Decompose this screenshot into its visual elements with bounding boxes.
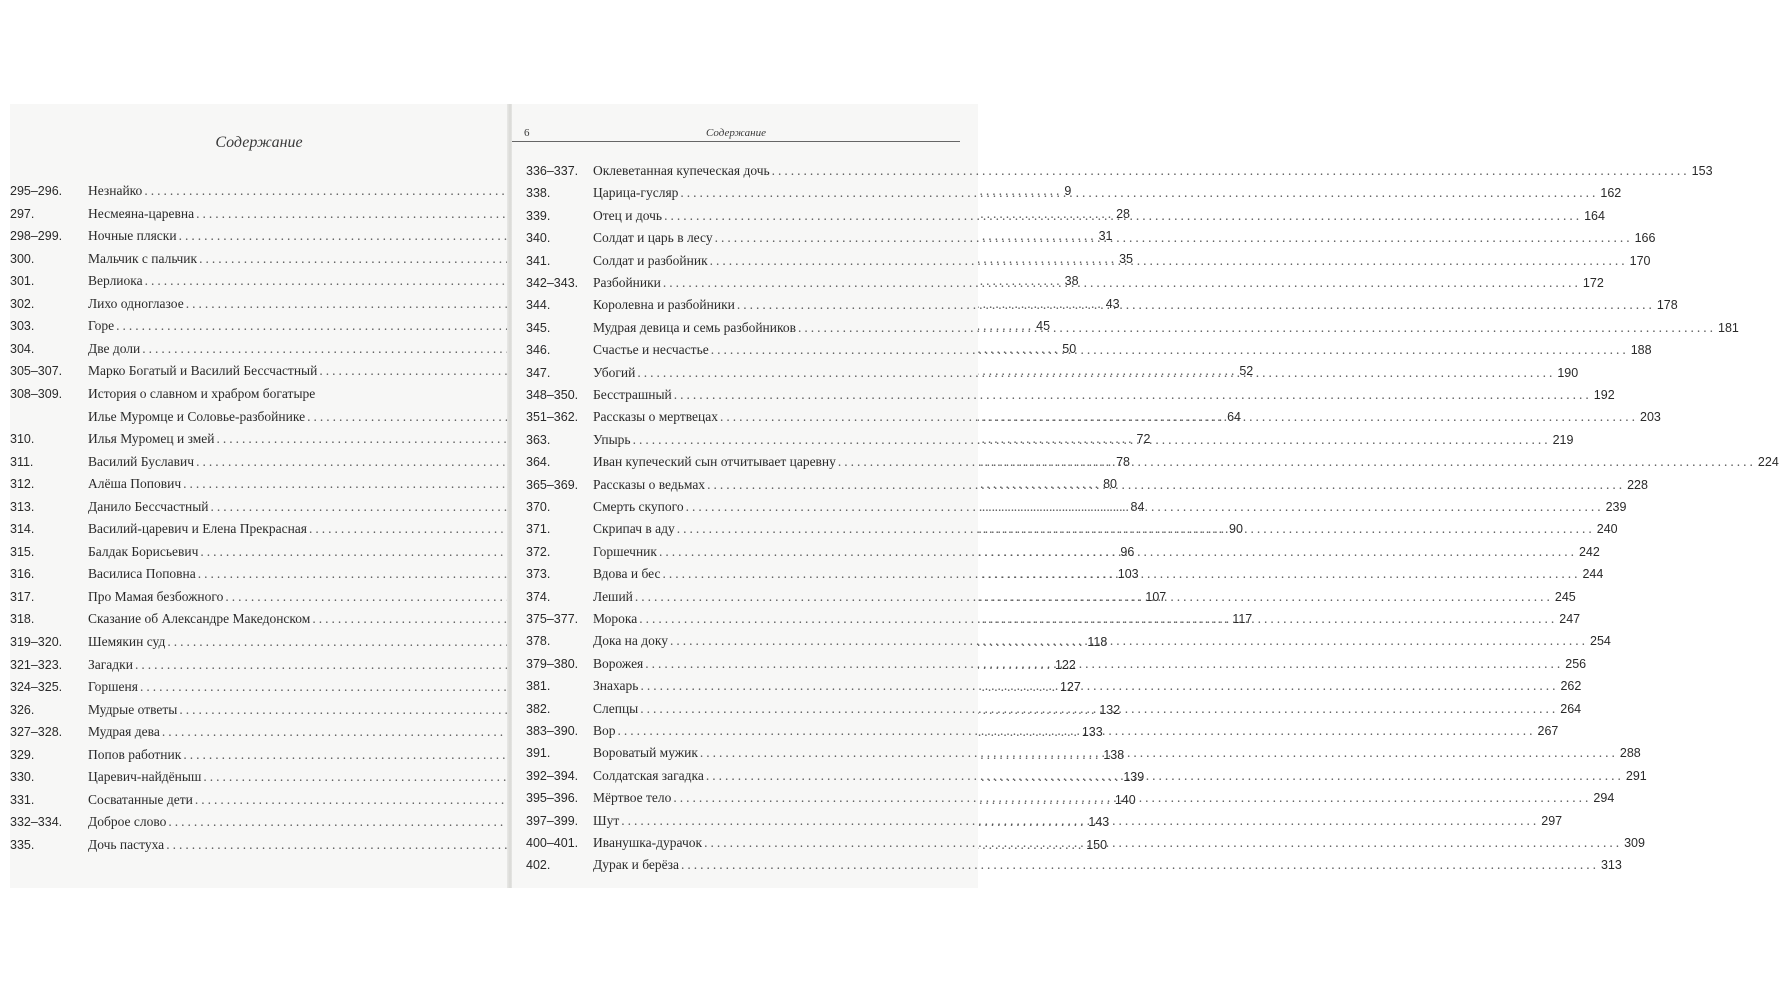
- toc-entry-number: 344.: [526, 298, 551, 313]
- toc-entry-page: 84: [1130, 499, 1145, 514]
- toc-entry-number: 365–369.: [526, 477, 579, 492]
- toc-entry-number: 303.: [10, 319, 35, 334]
- toc-entry-title: Горшеня: [88, 679, 138, 695]
- toc-entry-page: 247: [1559, 612, 1581, 626]
- dot-leader: [686, 497, 1604, 517]
- toc-entry-page: 90: [1229, 522, 1243, 537]
- toc-entry-title: Марко Богатый и Василий Бессчастный: [88, 363, 318, 379]
- toc-entry-page: 150: [1086, 837, 1108, 852]
- toc-entry-title: Балдак Борисьевич: [88, 543, 199, 559]
- toc-entry-page: 133: [1081, 725, 1103, 740]
- toc-entry-title: Сосватанные дети: [88, 791, 193, 807]
- toc-entry-title: Загадки: [88, 656, 133, 672]
- toc-entry-title: Солдатская загадка: [593, 767, 704, 783]
- toc-entry-number: 311.: [10, 454, 34, 469]
- toc-entry-page: 228: [1627, 477, 1648, 492]
- dot-leader: [737, 295, 1655, 315]
- page-title: Содержание: [215, 134, 303, 151]
- dot-leader: [637, 363, 1555, 383]
- toc-entry-title: Данило Бессчастный: [88, 498, 209, 514]
- toc-entry-page: 45: [1036, 319, 1051, 334]
- toc-entry-page: 162: [1600, 186, 1622, 201]
- toc-entry: [526, 855, 1622, 875]
- dot-leader: [664, 206, 1582, 226]
- toc-entry-title: Ночные пляски: [88, 228, 177, 244]
- toc-entry-page: 267: [1537, 724, 1559, 738]
- toc-entry-page: 50: [1062, 341, 1077, 356]
- toc-entry-title: Оклеветанная купеческая дочь: [593, 163, 770, 178]
- toc-entry-number: 400–401.: [526, 836, 579, 850]
- toc-entry-number: 332–334.: [10, 815, 63, 830]
- toc-entry-number: 341.: [526, 253, 551, 268]
- running-header: [512, 127, 960, 142]
- toc-entry: [526, 318, 1739, 338]
- toc-entry-page: 38: [1064, 274, 1079, 289]
- toc-entry-title: Верлиока: [88, 273, 143, 289]
- toc-entry-page: 122: [1054, 657, 1076, 672]
- dot-leader: [677, 519, 1595, 539]
- toc-entry-number: 402.: [526, 858, 551, 873]
- toc-entry-page: 294: [1593, 791, 1615, 806]
- toc-entry-page: 297: [1541, 813, 1563, 828]
- dot-leader: [838, 452, 1756, 472]
- toc-entry-title: Дока на доку: [593, 633, 669, 649]
- dot-leader: [710, 251, 1628, 271]
- toc-entry-number: 304.: [10, 341, 35, 356]
- toc-entry-page: 188: [1630, 343, 1652, 358]
- toc-entry-page: 219: [1552, 432, 1574, 447]
- toc-entry-number: 345.: [526, 320, 551, 335]
- toc-entry-page: 164: [1584, 208, 1605, 223]
- toc-entry-page: 190: [1557, 365, 1579, 380]
- dot-leader: [673, 788, 1591, 808]
- toc-entry-number: 383–390.: [526, 724, 579, 738]
- toc-entry-number: 397–399.: [526, 813, 579, 828]
- toc-entry-number: 363.: [526, 432, 551, 447]
- toc-entry-title: Илья Муромец и змей: [88, 431, 215, 447]
- toc-entry-title: Несмеяна-царевна: [88, 205, 195, 221]
- dot-leader: [639, 609, 1557, 629]
- toc-entry-body: [88, 384, 482, 404]
- dot-leader: [674, 385, 1592, 405]
- toc-entry-number: 310.: [10, 432, 35, 447]
- dot-leader: [715, 228, 1633, 248]
- toc-entry-title: Рассказы о ведьмах: [593, 476, 706, 492]
- toc-entry-number: 372.: [526, 544, 551, 559]
- toc-entry-page: 239: [1605, 500, 1627, 514]
- toc-entry-page: 138: [1103, 747, 1125, 762]
- toc-entry-page: 264: [1560, 701, 1582, 716]
- toc-entry-page: 153: [1691, 164, 1713, 178]
- toc-entry-number: 339.: [526, 208, 551, 223]
- toc-entry-title: Солдат и царь в лесу: [593, 230, 713, 246]
- toc-entry-page: 52: [1239, 364, 1254, 379]
- toc-entry-number: 331.: [10, 792, 35, 807]
- toc-entry-number: 313.: [10, 499, 35, 514]
- dot-leader: [645, 654, 1563, 674]
- toc-entry-number: 381.: [526, 679, 551, 694]
- toc-entry-number: 324–325.: [10, 680, 63, 695]
- toc-entry-page: 31: [1098, 229, 1113, 244]
- toc-entry-body: [593, 385, 1615, 405]
- toc-entry-title: Мудрая дева: [88, 724, 160, 740]
- toc-entry-title: Мёртвое тело: [593, 790, 672, 806]
- toc-entry-number: 382.: [526, 701, 551, 716]
- toc-entry: [10, 384, 482, 404]
- toc-entry-page: 107: [1145, 589, 1167, 604]
- toc-entry-number: 346.: [526, 343, 551, 358]
- dot-leader: [618, 721, 1536, 741]
- toc-entry-page: 143: [1088, 815, 1110, 830]
- dot-leader: [711, 340, 1629, 360]
- toc-entry-title: Про Мамая безбожного: [88, 588, 224, 604]
- toc-entry-number: 342–343.: [526, 276, 579, 290]
- toc-entry-page: 103: [1117, 567, 1139, 582]
- toc-entry-title: Мальчик с пальчик: [88, 250, 198, 266]
- toc-entry-title: Счастье и несчастье: [593, 342, 709, 358]
- toc-entry-number: 374.: [526, 589, 551, 604]
- toc-entry-page: 35: [1119, 251, 1133, 266]
- running-head-title: Содержание: [705, 127, 766, 139]
- toc-entry-title: История о славном и храбром богатыре: [88, 385, 316, 401]
- toc-entry-title: Две доли: [88, 340, 141, 356]
- toc-entry-page: 242: [1578, 544, 1600, 559]
- toc-entry-number: 305–307.: [10, 364, 63, 379]
- dot-leader: [704, 833, 1622, 853]
- toc-entry-number: 317.: [10, 589, 35, 604]
- toc-entry-title: Разбойники: [593, 275, 661, 290]
- toc-entry-number: 302.: [10, 296, 35, 311]
- toc-entry-page: 43: [1105, 296, 1120, 311]
- toc-entry-number: 312.: [10, 477, 35, 492]
- toc-entry-number: 336–337.: [526, 164, 579, 178]
- toc-entry-title: Шут: [593, 812, 620, 828]
- toc-entry-number: 338.: [526, 186, 551, 201]
- page-number: 6: [524, 127, 530, 139]
- toc-entry-number: 370.: [526, 500, 551, 514]
- toc-entry-number: 364.: [526, 455, 551, 470]
- toc-entry-number: 319–320.: [10, 635, 63, 649]
- toc-entry-page: 262: [1560, 679, 1582, 694]
- toc-entry-page: 118: [1087, 635, 1108, 649]
- toc-entry-page: 78: [1116, 454, 1130, 469]
- toc-entry-title: Алёша Попович: [88, 476, 182, 492]
- toc-entry-title: Дочь пастуха: [88, 836, 165, 852]
- toc-entry-title: Вороватый мужик: [593, 745, 698, 761]
- toc-entry-page: 254: [1590, 634, 1611, 649]
- toc-entry-number: 295–296.: [10, 184, 63, 198]
- toc-entry-number: 298–299.: [10, 229, 63, 244]
- toc-entry-page: 245: [1554, 589, 1576, 604]
- toc-entry-title: Иванушка-дурачок: [593, 835, 703, 850]
- toc-entry-title: Мудрые ответы: [88, 701, 178, 717]
- toc-entry-page: 28: [1116, 206, 1130, 221]
- toc-entry-number: 301.: [10, 274, 35, 289]
- dot-leader: [772, 161, 1690, 181]
- toc-entry-page: 117: [1232, 612, 1253, 627]
- toc-entry-number: 379–380.: [526, 656, 579, 671]
- toc-entry-number: 314.: [10, 522, 35, 537]
- toc-entry-number: 300.: [10, 251, 35, 266]
- dot-leader: [720, 407, 1638, 427]
- toc-entry-number: 378.: [526, 634, 551, 649]
- toc-entry-title: Горе: [88, 318, 115, 334]
- toc-entry-page: 96: [1120, 544, 1135, 559]
- toc-entry-title: Смерть скупого: [593, 499, 684, 514]
- toc-entry-number: 321–323.: [10, 657, 63, 672]
- toc-entry-title: Василий Буславич: [88, 453, 195, 469]
- toc-entry-page: 139: [1123, 770, 1145, 785]
- dot-leader: [707, 475, 1625, 495]
- dot-leader: [659, 542, 1577, 562]
- dot-leader: [621, 811, 1539, 831]
- toc-entry-title: Вор: [593, 723, 616, 738]
- toc-entry-title: Шемякин суд: [88, 634, 166, 649]
- toc-entry-number: 335.: [10, 837, 35, 852]
- toc-entry-number: 330.: [10, 770, 35, 785]
- toc-entry-body: [593, 855, 1622, 875]
- toc-entry-page: 240: [1596, 522, 1618, 537]
- toc-entry-page: 80: [1103, 477, 1118, 492]
- dot-leader: [640, 676, 1558, 696]
- toc-entry-number: 392–394.: [526, 768, 579, 783]
- toc-entry-page: 132: [1099, 702, 1121, 717]
- toc-entry-title: Доброе слово: [88, 814, 167, 830]
- toc-entry-page: 244: [1582, 567, 1604, 582]
- toc-entry-page: 172: [1582, 276, 1604, 290]
- toc-entry-body: [593, 161, 1713, 181]
- toc-entry-page: 140: [1114, 792, 1136, 807]
- toc-entry-title: Лихо одноглазое: [88, 295, 184, 311]
- toc-entry-number: 391.: [526, 746, 551, 761]
- toc-entry-page: 192: [1593, 388, 1615, 402]
- toc-entry-page: 166: [1634, 231, 1656, 246]
- toc-entry-number: 327–328.: [10, 725, 63, 740]
- dot-leader: [670, 631, 1588, 651]
- toc-entry-number: 340.: [526, 231, 551, 246]
- dot-leader: [798, 318, 1716, 338]
- toc-entry: [526, 183, 1622, 203]
- toc-entry-number: 326.: [10, 702, 35, 717]
- toc-entry-page: 72: [1136, 432, 1151, 447]
- dot-leader: [680, 183, 1598, 203]
- toc-entry-number: 395–396.: [526, 791, 579, 806]
- toc-entry-title: Василий-царевич и Елена Прекрасная: [88, 521, 307, 537]
- toc-entry-title: Скрипач в аду: [593, 521, 675, 537]
- toc-entry-title: Сказание об Александре Македонском: [88, 611, 311, 627]
- toc-entry-title: Мудрая девица и семь разбойников: [593, 319, 797, 335]
- dot-leader: [706, 766, 1624, 786]
- toc-entry-page: 181: [1718, 320, 1739, 335]
- toc-entry: [526, 385, 1615, 405]
- toc-entry-number: 297.: [10, 206, 35, 221]
- toc-entry-number: 351–362.: [526, 410, 579, 425]
- toc-entry-title: Морока: [593, 611, 638, 626]
- toc-entry-title: Горшечник: [593, 543, 657, 559]
- toc-entry-title: Василиса Поповна: [88, 566, 196, 582]
- toc-entry-page: 256: [1565, 656, 1587, 671]
- toc-entry-number: 318.: [10, 612, 35, 627]
- toc-entry-page: 313: [1600, 858, 1622, 873]
- toc-entry-page: 288: [1619, 746, 1641, 761]
- toc-entry-number: 316.: [10, 567, 35, 582]
- dot-leader: [635, 587, 1553, 607]
- toc-entry-title: Отец и дочь: [593, 207, 663, 223]
- toc-entry-page: 178: [1656, 298, 1678, 313]
- dot-leader: [663, 273, 1581, 293]
- dot-leader: [700, 743, 1618, 763]
- toc-entry-number: 375–377.: [526, 612, 579, 626]
- toc-entry-number: 373.: [526, 567, 551, 582]
- toc-entry-title: Королевна и разбойники: [593, 297, 735, 313]
- toc-entry-title: Знахарь: [593, 678, 639, 694]
- toc-entry-title: Солдат и разбойник: [593, 252, 708, 268]
- toc-entry-title: Упырь: [593, 431, 631, 447]
- toc-entry-title: Ворожея: [593, 655, 644, 671]
- toc-entry-title: Рассказы о мертвецах: [593, 409, 718, 425]
- toc-entry-number: 371.: [526, 522, 551, 537]
- toc-entry-page: 64: [1227, 409, 1241, 424]
- dot-leader: [662, 564, 1580, 584]
- toc-entry-title: Иван купеческий сын отчитывает царевну: [593, 454, 836, 470]
- toc-entry-body: [593, 183, 1622, 203]
- toc-entry-page: 9: [1064, 184, 1072, 198]
- toc-entry: [526, 161, 1713, 181]
- toc-entry-title: Слепцы: [593, 700, 639, 716]
- toc-entry-title: Царевич-найдёныш: [88, 769, 202, 785]
- toc-entry-page: 203: [1640, 410, 1661, 425]
- toc-entry-title: Попов работник: [88, 746, 182, 762]
- toc-entry-page: 291: [1625, 768, 1647, 783]
- dot-leader: [681, 855, 1599, 875]
- toc-entry-title: Царица-гусляр: [593, 185, 679, 201]
- toc-entry-number: 315.: [10, 544, 35, 559]
- toc-entry-number: 308–309.: [10, 386, 63, 401]
- toc-entry-title: Илье Муромце и Соловье-разбойнике: [88, 408, 306, 424]
- toc-entry-page: 309: [1624, 836, 1645, 850]
- toc-entry-title: Убогий: [593, 364, 636, 380]
- toc-entry-page: 170: [1629, 253, 1651, 268]
- toc-entry-title: Дурак и берёза: [593, 857, 679, 873]
- toc-entry-number: 329.: [10, 747, 35, 762]
- toc-entry-number: 347.: [526, 365, 551, 380]
- dot-leader: [633, 430, 1551, 450]
- toc-entry-page: 224: [1757, 455, 1779, 470]
- toc-entry-number: 348–350.: [526, 388, 579, 402]
- toc-entry-title: Бесстрашный: [593, 387, 672, 402]
- toc-entry-title: Незнайко: [88, 183, 143, 198]
- dot-leader: [640, 699, 1558, 719]
- toc-entry-title: Вдова и бес: [593, 566, 661, 582]
- toc-entry-title: Леший: [593, 588, 633, 604]
- toc-entry-page: 127: [1059, 680, 1081, 695]
